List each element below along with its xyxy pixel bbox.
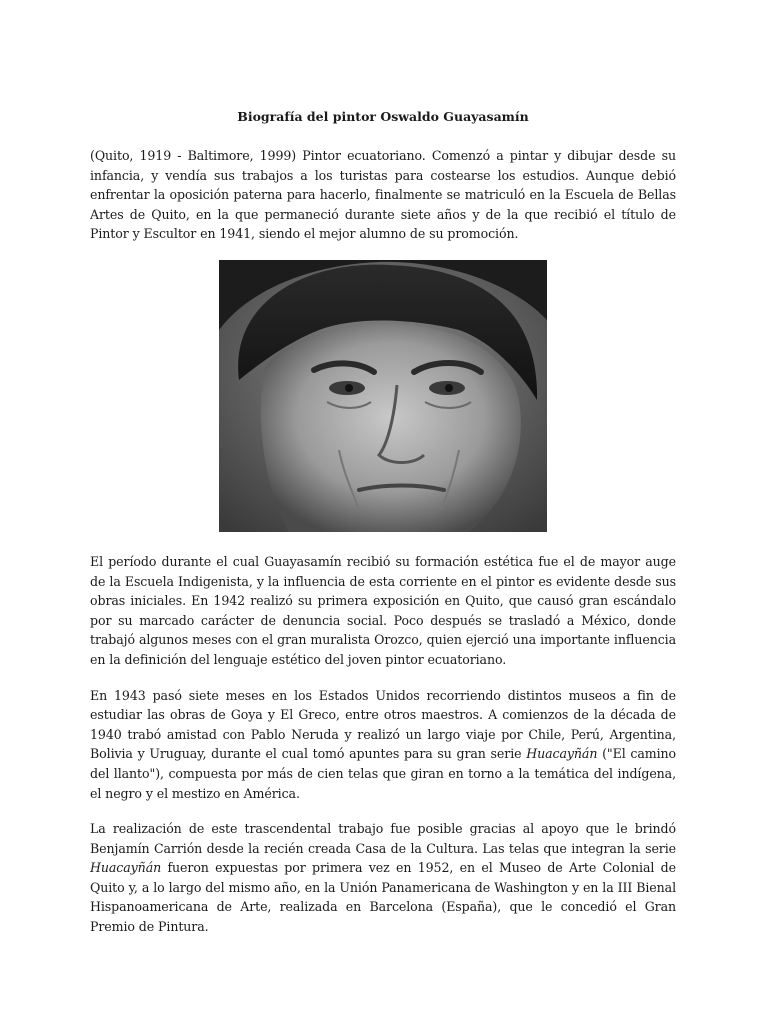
paragraph-exhibitions-series-title: Huacayñán bbox=[90, 860, 162, 876]
paragraph-exhibitions bbox=[90, 819, 676, 937]
paragraph-travels bbox=[90, 686, 676, 804]
portrait-photo bbox=[219, 260, 547, 532]
paragraph-exhibitions-text-after: fueron expuestas por primera vez en 1952, en el Museo de Arte Colonial de Quito y, a lo largo del mismo año, en la Unión Panamericana de Washington y en la III Bienal Hispanoamericana de Arte, realizada en Barcelona (España), que le concedió el Gran Premio de Pintura. bbox=[90, 860, 676, 935]
paragraph-formation: El período durante el cual Guayasamín recibió su formación estética fue el de mayor auge de la Escuela Indigenista, y la influencia de esta corriente en el pintor es evidente desde sus obras iniciales. En 1942 realizó su primera exposición en Quito, que causó gran escándalo por su marcado carácter de denuncia social. Poco después se trasladó a México, donde trabajó algunos meses con el gran muralista Orozco, quien ejerció una importante influencia en la definición del lenguaje estético del joven pintor ecuatoriano. bbox=[90, 553, 676, 667]
paragraph-travels-series-title: Huacayñán bbox=[526, 746, 598, 762]
paragraph-travels-text-before: En 1943 pasó siete meses en los Estados Unidos recorriendo distintos museos a fin de estudiar las obras de Goya y El Greco, entre otros maestros. A comienzos de la década de 1940 trabó amistad con Pablo Neruda y realizó un largo viaje por Chile, Perú, Argentina, Bolivia y Uruguay, durante el cual tomó apuntes para su gran serie bbox=[90, 687, 676, 762]
paragraph-intro: (Quito, 1919 - Baltimore, 1999) Pintor ecuatoriano. Comenzó a pintar y dibujar desde su infancia, y vendía sus trabajos a los turistas para costearse los estudios. Aunque debió enfrentar la oposición paterna para hacerlo, finalmente se matriculó en la Escuela de Bellas Artes de Quito, en la que permaneció durante siete años y de la que recibió el título de Pintor y Escultor en 1941, siendo el mejor alumno de su promoción. bbox=[90, 148, 676, 242]
paragraph-travels-text-after: ("El camino del llanto"), compuesta por más de cien telas que giran en torno a la temática del indígena, el negro y el mestizo en América. bbox=[90, 746, 676, 801]
paragraph-exhibitions-text-before: La realización de este trascendental trabajo fue posible gracias al apoyo que le brindó Benjamín Carrión desde la recién creada Casa de la Cultura. Las telas que integran la serie bbox=[90, 821, 676, 856]
document-title: Biografía del pintor Oswaldo Guayasamín bbox=[237, 109, 529, 124]
document-page bbox=[90, 108, 676, 953]
